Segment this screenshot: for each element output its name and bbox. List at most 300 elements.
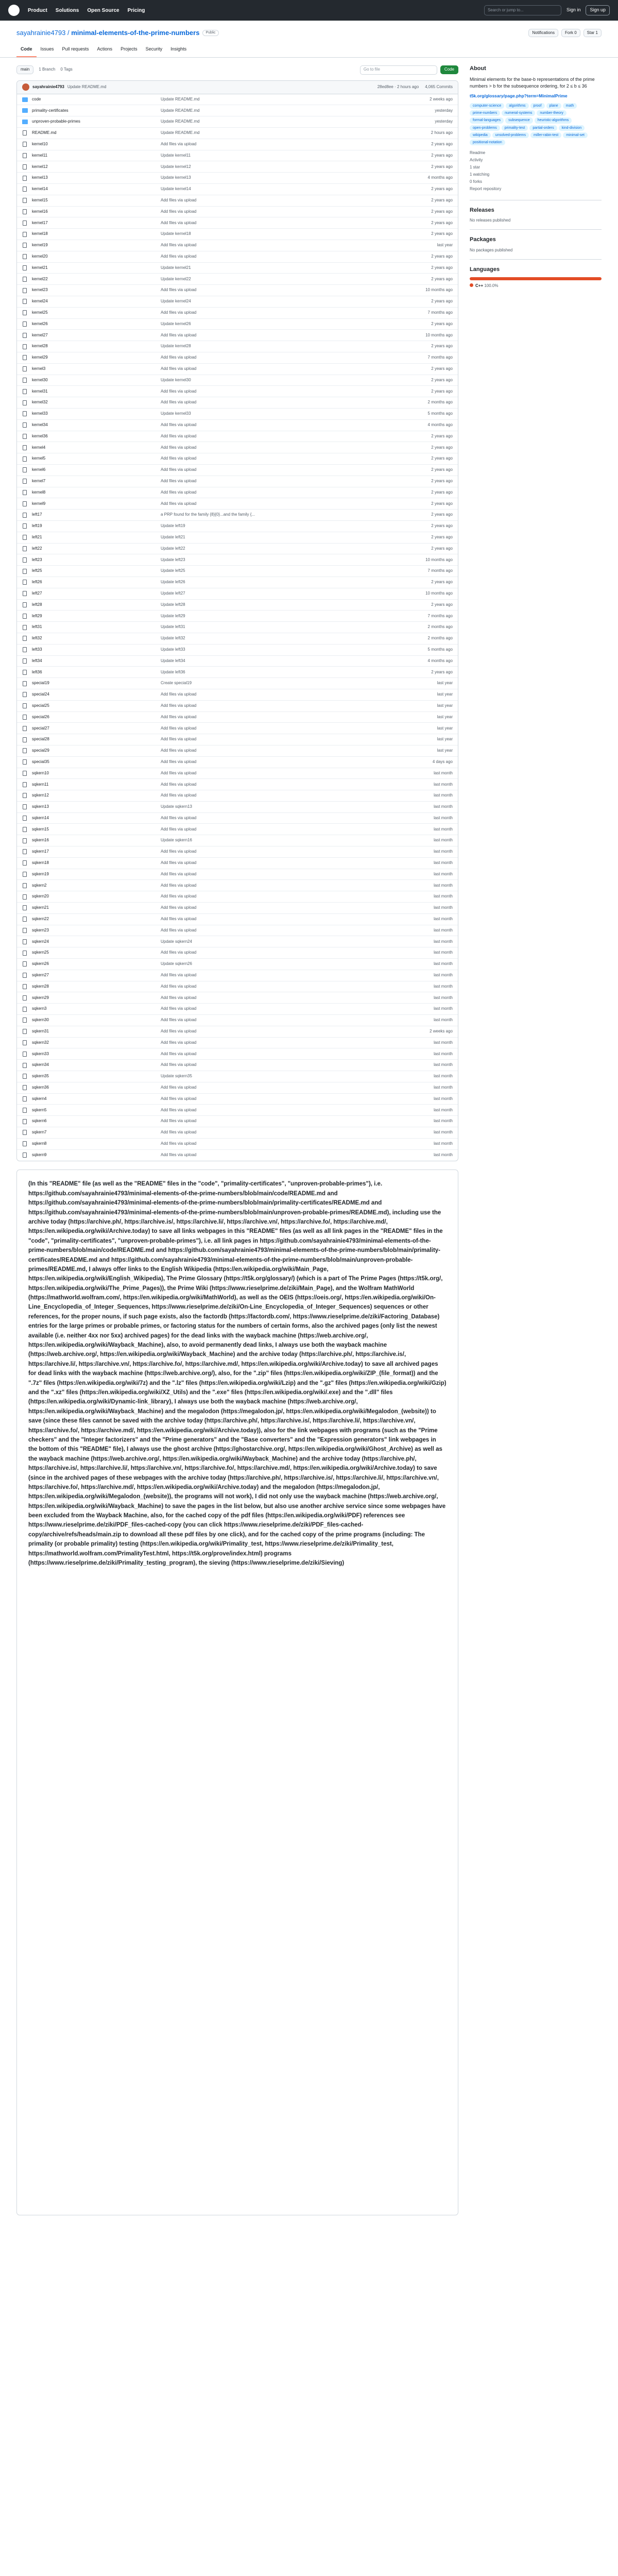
file-name-link[interactable]: sqkern27 (32, 973, 49, 978)
file-name-link[interactable]: kernel13 (32, 175, 48, 180)
topic-tag[interactable]: primality-test (502, 125, 528, 131)
topic-tag[interactable]: unsolved-problems (492, 132, 529, 138)
commit-message-link[interactable]: Add files via upload (161, 1130, 197, 1135)
commit-message-link[interactable]: Update sqkern13 (161, 804, 192, 809)
table-row[interactable] (17, 442, 458, 453)
commit-message-link[interactable]: Add files via upload (161, 445, 197, 450)
file-name-link[interactable]: sqkern28 (32, 984, 49, 989)
file-name-link[interactable]: sqkern5 (32, 1107, 47, 1112)
table-row[interactable] (17, 869, 458, 880)
file-name-link[interactable]: sqkern19 (32, 871, 49, 876)
notifications-button[interactable]: Notifications (528, 29, 558, 37)
file-name-link[interactable]: kernel24 (32, 299, 48, 304)
commit-message-link[interactable]: Add files via upload (161, 737, 197, 742)
commit-message-link[interactable]: Update left19 (161, 523, 185, 529)
file-name-link[interactable]: sqkern33 (32, 1051, 49, 1056)
file-name-link[interactable]: kernel31 (32, 388, 48, 394)
commit-message-link[interactable]: Add files via upload (161, 388, 197, 394)
commit-message-link[interactable]: Update left33 (161, 647, 185, 652)
file-name-link[interactable]: special25 (32, 703, 49, 708)
github-logo-icon[interactable] (8, 5, 20, 16)
commit-message-link[interactable]: Update left21 (161, 534, 185, 539)
tab-insights[interactable]: Insights (170, 46, 187, 52)
file-name-link[interactable]: kernel36 (32, 433, 48, 438)
table-row[interactable] (17, 1139, 458, 1150)
file-name-link[interactable]: sqkern25 (32, 950, 49, 955)
file-name-link[interactable]: special27 (32, 725, 49, 731)
table-row[interactable] (17, 453, 458, 465)
table-row[interactable] (17, 588, 458, 600)
file-name-link[interactable]: sqkern3 (32, 1006, 47, 1011)
file-name-link[interactable]: left29 (32, 613, 42, 618)
file-name-link[interactable]: sqkern21 (32, 905, 49, 910)
commit-message-link[interactable]: Update left23 (161, 557, 185, 562)
commit-message-link[interactable]: Update left31 (161, 624, 185, 630)
commit-message-link[interactable]: Update README.md (161, 108, 200, 113)
table-row[interactable] (17, 263, 458, 274)
commit-message-link[interactable]: Add files via upload (161, 209, 197, 214)
table-row[interactable] (17, 947, 458, 959)
table-row[interactable] (17, 1038, 458, 1049)
commit-message-link[interactable]: Add files via upload (161, 366, 197, 371)
table-row[interactable] (17, 94, 458, 106)
table-row[interactable] (17, 858, 458, 869)
file-name-link[interactable]: left36 (32, 669, 42, 674)
topic-tag[interactable]: number-theory (537, 110, 566, 116)
table-row[interactable] (17, 903, 458, 914)
table-row[interactable] (17, 229, 458, 240)
branches-link[interactable]: 1 Branch (39, 67, 56, 72)
commit-message-link[interactable]: Add files via upload (161, 793, 197, 798)
commit-message-link[interactable]: Add files via upload (161, 883, 197, 888)
topic-tag[interactable]: miller-rabin-test (530, 132, 561, 138)
topic-tag[interactable]: heuristic-algorithms (535, 117, 572, 123)
table-row[interactable] (17, 116, 458, 128)
file-name-link[interactable]: sqkern36 (32, 1085, 49, 1090)
commit-message-link[interactable]: Add files via upload (161, 310, 197, 315)
table-row[interactable] (17, 397, 458, 409)
file-name-link[interactable]: sqkern35 (32, 1074, 49, 1079)
file-name-link[interactable]: kernel33 (32, 411, 48, 416)
tab-pull-requests[interactable]: Pull requests (62, 46, 89, 52)
commit-message-link[interactable]: Add files via upload (161, 1141, 197, 1146)
table-row[interactable] (17, 510, 458, 521)
file-name-link[interactable]: kernel26 (32, 321, 48, 326)
file-name-link[interactable]: left31 (32, 624, 42, 630)
file-name-link[interactable]: kernel8 (32, 489, 46, 495)
commit-hash[interactable]: 28ed8ee · 2 hours ago (377, 84, 419, 89)
file-name-link[interactable]: sqkern9 (32, 1153, 47, 1158)
commit-message-link[interactable]: Add files via upload (161, 770, 197, 775)
topic-tag[interactable]: numeral-systems (502, 110, 535, 116)
commit-author[interactable]: sayahrainie4793 (32, 84, 64, 89)
nav-product[interactable]: Product (28, 7, 47, 13)
topic-tag[interactable]: wikipedia (470, 132, 491, 138)
avatar[interactable] (22, 83, 29, 91)
table-row[interactable] (17, 611, 458, 622)
table-row[interactable] (17, 622, 458, 633)
topic-tag[interactable]: kind-division (559, 125, 585, 131)
table-row[interactable] (17, 1026, 458, 1038)
table-row[interactable] (17, 195, 458, 207)
commit-message-link[interactable]: Update kernel13 (161, 175, 191, 180)
file-name-link[interactable]: kernel21 (32, 265, 48, 270)
commit-message-link[interactable]: Add files via upload (161, 355, 197, 360)
commit-message-link[interactable]: Add files via upload (161, 254, 197, 259)
table-row[interactable] (17, 667, 458, 678)
table-row[interactable] (17, 1116, 458, 1127)
file-name-link[interactable]: sqkern16 (32, 838, 49, 843)
table-row[interactable] (17, 1094, 458, 1105)
table-row[interactable] (17, 566, 458, 577)
table-row[interactable] (17, 880, 458, 891)
file-name-link[interactable]: kernel34 (32, 422, 48, 427)
commit-message-link[interactable]: Update kernel18 (161, 231, 191, 236)
commit-message-link[interactable]: Add files via upload (161, 714, 197, 719)
activity-link[interactable]: Activity (470, 157, 483, 162)
table-row[interactable] (17, 1150, 458, 1161)
file-name-link[interactable]: kernel18 (32, 231, 48, 236)
commit-message-link[interactable]: Update left22 (161, 546, 185, 551)
watching-link[interactable]: 1 watching (470, 172, 490, 177)
search-input[interactable]: Search or jump to... (484, 5, 561, 15)
file-name-link[interactable]: kernel30 (32, 377, 48, 382)
commit-message-link[interactable]: Update left36 (161, 669, 185, 674)
file-name-link[interactable]: special19 (32, 681, 49, 686)
forks-link[interactable]: 0 forks (470, 179, 483, 184)
commit-message-link[interactable]: Add files via upload (161, 1153, 197, 1158)
file-name-link[interactable]: kernel32 (32, 400, 48, 405)
file-name-link[interactable]: kernel12 (32, 164, 48, 169)
file-name-link[interactable]: sqkern15 (32, 826, 49, 832)
file-name-link[interactable]: kernel17 (32, 220, 48, 225)
topic-tag[interactable]: prime-numbers (470, 110, 500, 116)
commit-message-link[interactable]: Add files via upload (161, 1107, 197, 1112)
table-row[interactable] (17, 498, 458, 510)
commit-message-link[interactable]: Update left26 (161, 580, 185, 585)
file-name-link[interactable]: sqkern11 (32, 782, 49, 787)
table-row[interactable] (17, 532, 458, 544)
commit-message-link[interactable]: Update sqkern35 (161, 1074, 192, 1079)
homepage-link[interactable]: t5k.org/glossary/page.php?term=MinimalPrime (470, 93, 568, 99)
table-row[interactable] (17, 207, 458, 218)
table-row[interactable] (17, 1127, 458, 1139)
table-row[interactable] (17, 409, 458, 420)
table-row[interactable] (17, 465, 458, 476)
tab-security[interactable]: Security (145, 46, 163, 52)
file-name-link[interactable]: kernel20 (32, 254, 48, 259)
commit-message-link[interactable]: Update sqkern24 (161, 939, 192, 944)
file-name-link[interactable]: sqkern2 (32, 883, 47, 888)
file-name-link[interactable]: special35 (32, 759, 49, 764)
table-row[interactable] (17, 386, 458, 397)
file-name-link[interactable]: kernel4 (32, 445, 46, 450)
repo-owner-link[interactable]: sayahrainie4793 (16, 28, 66, 37)
commit-message-link[interactable]: Add files via upload (161, 748, 197, 753)
file-name-link[interactable]: left19 (32, 523, 42, 529)
commit-message-link[interactable]: Add files via upload (161, 860, 197, 866)
commit-message-link[interactable]: Add files via upload (161, 984, 197, 989)
tab-actions[interactable]: Actions (97, 46, 113, 52)
table-row[interactable] (17, 139, 458, 150)
file-name-link[interactable]: sqkern18 (32, 860, 49, 866)
table-row[interactable] (17, 779, 458, 790)
file-name-link[interactable]: kernel15 (32, 198, 48, 203)
repo-name-link[interactable]: minimal-elements-of-the-prime-numbers (71, 28, 200, 37)
file-name-link[interactable]: kernel3 (32, 366, 46, 371)
commit-message-link[interactable]: Create special19 (161, 681, 192, 686)
commit-message-link[interactable]: Add files via upload (161, 871, 197, 876)
commit-message-link[interactable]: Update kernel30 (161, 377, 191, 382)
commit-message-link[interactable]: Update README.md (161, 119, 200, 124)
file-name-link[interactable]: sqkern24 (32, 939, 49, 944)
commit-message-link[interactable]: Add files via upload (161, 917, 197, 922)
topic-tag[interactable]: algorithms (506, 103, 528, 109)
topic-tag[interactable]: computer-science (470, 103, 504, 109)
table-row[interactable] (17, 790, 458, 802)
file-name-link[interactable]: left34 (32, 658, 42, 663)
table-row[interactable] (17, 925, 458, 937)
commit-message-link[interactable]: Add files via upload (161, 332, 197, 337)
readme-link[interactable]: Readme (470, 150, 486, 155)
table-row[interactable] (17, 633, 458, 645)
file-name-link[interactable]: left26 (32, 580, 42, 585)
file-name-link[interactable]: left21 (32, 534, 42, 539)
commit-message-link[interactable]: Add files via upload (161, 501, 197, 506)
commit-message-link[interactable]: Add files via upload (161, 456, 197, 461)
table-row[interactable] (17, 1048, 458, 1060)
commit-message-link[interactable]: Add files via upload (161, 467, 197, 472)
table-row[interactable] (17, 1071, 458, 1082)
file-name-link[interactable]: special26 (32, 714, 49, 719)
commit-message-link[interactable]: Update kernel22 (161, 276, 191, 281)
commit-message-link[interactable]: Add files via upload (161, 287, 197, 293)
file-name-link[interactable]: kernel19 (32, 243, 48, 248)
table-row[interactable] (17, 959, 458, 970)
stars-link[interactable]: 1 star (470, 164, 480, 170)
file-name-link[interactable]: kernel6 (32, 467, 46, 472)
tab-code[interactable]: Code (16, 44, 37, 57)
file-name-link[interactable]: sqkern12 (32, 793, 49, 798)
tab-issues[interactable]: Issues (40, 46, 54, 52)
commit-message-link[interactable]: Add files via upload (161, 220, 197, 225)
table-row[interactable] (17, 745, 458, 757)
commit-message-link[interactable]: Add files via upload (161, 489, 197, 495)
commit-message-link[interactable]: Add files via upload (161, 1040, 197, 1045)
table-row[interactable] (17, 420, 458, 431)
file-name-link[interactable]: left17 (32, 512, 42, 517)
commit-message-link[interactable]: Add files via upload (161, 782, 197, 787)
file-name-link[interactable]: kernel16 (32, 209, 48, 214)
table-row[interactable] (17, 802, 458, 813)
table-row[interactable] (17, 1015, 458, 1026)
commit-message-link[interactable]: Add files via upload (161, 703, 197, 708)
table-row[interactable] (17, 678, 458, 689)
table-row[interactable] (17, 824, 458, 835)
table-row[interactable] (17, 476, 458, 487)
file-name-link[interactable]: sqkern17 (32, 849, 49, 854)
file-name-link[interactable]: special24 (32, 692, 49, 697)
file-name-link[interactable]: kernel11 (32, 152, 48, 158)
commit-message-link[interactable]: Update README.md (161, 96, 200, 101)
file-name-link[interactable]: sqkern30 (32, 1018, 49, 1023)
table-row[interactable] (17, 734, 458, 745)
commit-message-link[interactable]: Update left34 (161, 658, 185, 663)
star-button[interactable]: Star 1 (583, 29, 602, 37)
code-button[interactable]: Code (440, 65, 458, 74)
table-row[interactable] (17, 431, 458, 443)
commit-message-link[interactable]: Add files via upload (161, 973, 197, 978)
file-name-link[interactable]: primality-certificates (32, 108, 68, 113)
table-row[interactable] (17, 656, 458, 667)
commit-message[interactable]: Update README.md (67, 84, 107, 89)
file-name-link[interactable]: sqkern10 (32, 770, 49, 775)
file-name-link[interactable]: left32 (32, 636, 42, 641)
report-link[interactable]: Report repository (470, 186, 502, 191)
file-name-link[interactable]: kernel28 (32, 344, 48, 349)
file-name-link[interactable]: sqkern14 (32, 815, 49, 820)
commit-message-link[interactable]: Add files via upload (161, 950, 197, 955)
topic-tag[interactable]: math (563, 103, 577, 109)
file-name-link[interactable]: sqkern29 (32, 995, 49, 1000)
table-row[interactable] (17, 487, 458, 499)
table-row[interactable] (17, 364, 458, 375)
file-name-link[interactable]: sqkern13 (32, 804, 49, 809)
go-to-file-input[interactable]: Go to file (360, 65, 437, 75)
table-row[interactable] (17, 161, 458, 173)
file-name-link[interactable]: unproven-probable-primes (32, 119, 80, 124)
table-row[interactable] (17, 285, 458, 296)
table-row[interactable] (17, 375, 458, 386)
table-row[interactable] (17, 891, 458, 903)
commit-message-link[interactable]: Add files via upload (161, 1006, 197, 1011)
file-name-link[interactable]: left27 (32, 590, 42, 596)
topic-tag[interactable]: partial-orders (529, 125, 557, 131)
commit-message-link[interactable]: Add files via upload (161, 1096, 197, 1101)
table-row[interactable] (17, 757, 458, 768)
table-row[interactable] (17, 689, 458, 701)
table-row[interactable] (17, 105, 458, 116)
table-row[interactable] (17, 521, 458, 532)
commit-message-link[interactable]: Update kernel11 (161, 152, 191, 158)
table-row[interactable] (17, 981, 458, 993)
table-row[interactable] (17, 173, 458, 184)
table-row[interactable] (17, 723, 458, 734)
table-row[interactable] (17, 319, 458, 330)
table-row[interactable] (17, 577, 458, 588)
file-name-link[interactable]: kernel22 (32, 276, 48, 281)
commit-message-link[interactable]: Add files via upload (161, 478, 197, 483)
topic-tag[interactable]: positional-notation (470, 140, 505, 145)
file-name-link[interactable]: sqkern7 (32, 1130, 47, 1135)
commit-message-link[interactable]: Add files via upload (161, 826, 197, 832)
table-row[interactable] (17, 600, 458, 611)
commit-message-link[interactable]: Update sqkern16 (161, 838, 192, 843)
topic-tag[interactable]: proof (530, 103, 545, 109)
file-name-link[interactable]: kernel14 (32, 187, 48, 192)
table-row[interactable] (17, 150, 458, 162)
file-name-link[interactable]: left28 (32, 602, 42, 607)
commit-message-link[interactable]: Add files via upload (161, 142, 197, 147)
file-name-link[interactable]: left23 (32, 557, 42, 562)
file-name-link[interactable]: special28 (32, 737, 49, 742)
commit-message-link[interactable]: Add files via upload (161, 1118, 197, 1124)
sign-in-link[interactable]: Sign in (566, 7, 581, 13)
commit-message-link[interactable]: Add files via upload (161, 433, 197, 438)
table-row[interactable] (17, 341, 458, 352)
commit-message-link[interactable]: Add files via upload (161, 1085, 197, 1090)
commit-message-link[interactable]: Add files via upload (161, 995, 197, 1000)
commit-message-link[interactable]: Add files via upload (161, 1051, 197, 1056)
table-row[interactable] (17, 1105, 458, 1116)
commit-message-link[interactable]: Add files via upload (161, 927, 197, 933)
table-row[interactable] (17, 1082, 458, 1094)
table-row[interactable] (17, 352, 458, 364)
file-name-link[interactable]: sqkern26 (32, 961, 49, 967)
file-name-link[interactable]: kernel5 (32, 456, 46, 461)
topic-tag[interactable]: plane (546, 103, 561, 109)
language-item[interactable] (470, 283, 602, 289)
commits-count[interactable]: 4,065 Commits (425, 84, 453, 89)
commit-message-link[interactable]: Add files via upload (161, 422, 197, 427)
table-row[interactable] (17, 217, 458, 229)
file-name-link[interactable]: README.md (32, 130, 57, 135)
table-row[interactable] (17, 274, 458, 285)
file-name-link[interactable]: kernel10 (32, 142, 48, 147)
table-row[interactable] (17, 544, 458, 555)
commit-message-link[interactable]: Update kernel24 (161, 299, 191, 304)
commit-message-link[interactable]: Add files via upload (161, 692, 197, 697)
commit-message-link[interactable]: Update kernel28 (161, 344, 191, 349)
commit-message-link[interactable]: a PRP found for the family {8}{0}...and the family {... (161, 512, 255, 517)
commit-message-link[interactable]: Add files via upload (161, 1018, 197, 1023)
commit-message-link[interactable]: Add files via upload (161, 1062, 197, 1067)
packages-title[interactable]: Packages (470, 236, 496, 243)
commit-message-link[interactable]: Add files via upload (161, 725, 197, 731)
commit-message-link[interactable]: Update kernel33 (161, 411, 191, 416)
commit-message-link[interactable]: Add files via upload (161, 759, 197, 764)
commit-message-link[interactable]: Update left29 (161, 613, 185, 618)
commit-message-link[interactable]: Add files via upload (161, 400, 197, 405)
table-row[interactable] (17, 970, 458, 981)
table-row[interactable] (17, 1004, 458, 1015)
nav-solutions[interactable]: Solutions (55, 7, 79, 13)
commit-message-link[interactable]: Update left27 (161, 590, 185, 596)
file-name-link[interactable]: sqkern6 (32, 1118, 47, 1124)
branch-select[interactable]: main (16, 65, 33, 74)
file-name-link[interactable]: sqkern32 (32, 1040, 49, 1045)
file-name-link[interactable]: left33 (32, 647, 42, 652)
commit-message-link[interactable]: Add files via upload (161, 1029, 197, 1034)
commit-message-link[interactable]: Add files via upload (161, 815, 197, 820)
commit-message-link[interactable]: Add files via upload (161, 243, 197, 248)
table-row[interactable] (17, 296, 458, 308)
table-row[interactable] (17, 712, 458, 723)
topic-tag[interactable]: formal-languages (470, 117, 504, 123)
file-name-link[interactable]: code (32, 96, 41, 101)
file-name-link[interactable]: kernel25 (32, 310, 48, 315)
file-name-link[interactable]: left22 (32, 546, 42, 551)
nav-open-source[interactable]: Open Source (87, 7, 119, 13)
table-row[interactable] (17, 308, 458, 319)
commit-message-link[interactable]: Update kernel26 (161, 321, 191, 326)
topic-tag[interactable]: open-problems (470, 125, 500, 131)
file-name-link[interactable]: kernel9 (32, 501, 46, 506)
commit-message-link[interactable]: Add files via upload (161, 905, 197, 910)
file-name-link[interactable]: sqkern20 (32, 894, 49, 899)
table-row[interactable] (17, 992, 458, 1004)
commit-message-link[interactable]: Add files via upload (161, 849, 197, 854)
